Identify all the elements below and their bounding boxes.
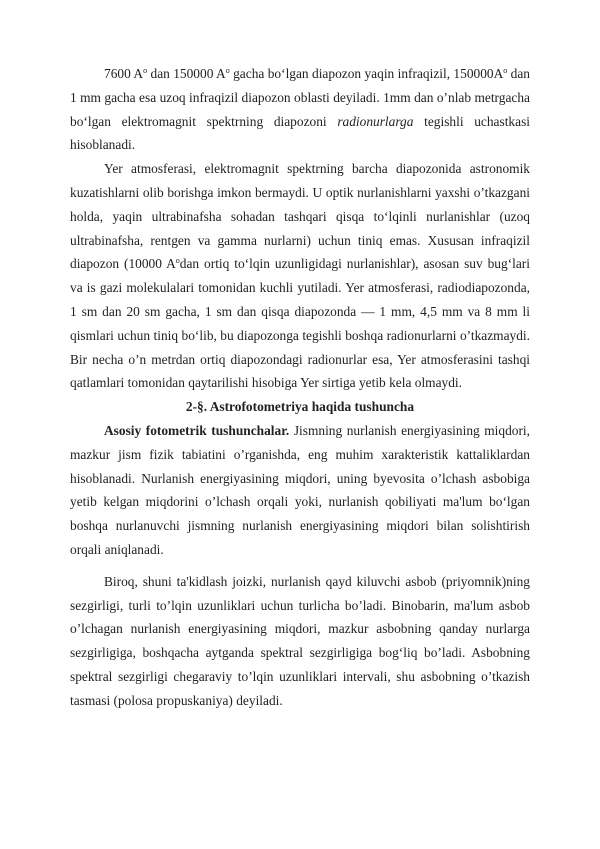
text-run: Jismning nurlanish energiyasining miqdori, mazkur jism fizik tabiatini o’rganishda, eng muhim xarakteristik kattaliklardan hisoblanadi. Nurlanish energiyasining miqdori, uning byevosita o’lchash asbobiga yetib kelgan miqdorini o’lchash orqali yoki, nurlanish qobiliyati ma'lum bo‘lgan boshqa nurlanuvchi jismning nurlanish energiyasining miqdori bilan solishtirish orqali aniqlanadi. (70, 422, 530, 557)
text-run: 7600 A (104, 66, 144, 81)
angstrom-superscript: o (175, 256, 180, 266)
document-page (70, 62, 530, 713)
paragraph-spectral-sensitivity: Biroq, shuni ta'kidlash joizki, nurlanish qayd kiluvchi asbob (priyomnik)ning sezgirligi, turli to’lqin uzunliklari uchun turlicha bo’ladi. Binobarin, ma'lum asbob o’lchagan nurlanish energiyasining miqdori, mazkur asbobning qanday nurlarga sezgirligiga, boshqacha aytganda spektral sezgirligiga bog‘liq bo’ladi. Asbobning spektral sezgirligi chegaraviy to’lqin uzunliklari intervali, shu asbobning o’tkazish tasmasi (polosa propuskaniya) deyiladi. (70, 573, 530, 708)
paragraph-infrared-ranges (70, 62, 530, 157)
angstrom-superscript: o (143, 66, 148, 75)
italic-term: radionurlarga (337, 113, 414, 129)
angstrom-superscript: o (225, 66, 230, 75)
text-run: dan ortiq to‘lqin uzunligidagi nurlanishlar), asosan suv bug‘lari va is gazi molekulalari tomonidan kuchli yutiladi. Yer atmosferasi, radiodiapozonda, 1 sm dan 20 sm gacha, 1 sm dan qisqa diapozonda — 1 mm, 4,5 mm va 8 mm li qismlari uchun tiniq bo‘lib, bu diapozonga tegishli boshqa radionurlarni o’tkazmaydi. Bir necha o’n metrdan ortiq diapozondagi radionurlar esa, Yer atmosferasini tashqi qatlamlari tomonidan qaytarilishi hisobiga Yer sirtiga yetib kela olmaydi. (70, 256, 530, 391)
paragraph-photometric-concepts (70, 419, 530, 562)
angstrom-superscript: o (503, 66, 508, 75)
bold-term: Asosiy fotometrik tushunchalar. (104, 422, 290, 438)
section-heading: 2-§. Astrofotometriya haqida tushuncha (185, 399, 415, 415)
text-run: Yer atmosferasi, elektromagnit spektrning barcha diapozonida astronomik kuzatishlarni olib borishga imkon bermaydi. U optik nurlanishlarni yaxshi o’tkazgani holda, yaqin ultrabinafsha sohadan tashqari qisqa to‘lqinli nurlanishlar (uzoq ultrabinafsha, rentgen va gamma nurlarni) uchun tiniq emas. Xususan infraqizil diapozon (10000 A (70, 161, 530, 272)
text-run: dan 150000 A (147, 66, 226, 81)
paragraph-atmosphere-transparency (70, 157, 530, 395)
text-run: dan 1 mm gacha esa uzoq infraqizil diapozon oblasti deyiladi. 1mm dan o’nlab metrgacha bo‘lgan elektromagnit spektrning diapozoni (70, 66, 531, 129)
text-run: tegishli uchastkasi hisoblanadi. (70, 113, 531, 153)
text-run: gacha bo‘lgan diapozon yaqin infraqizil, 150000A (229, 66, 504, 81)
